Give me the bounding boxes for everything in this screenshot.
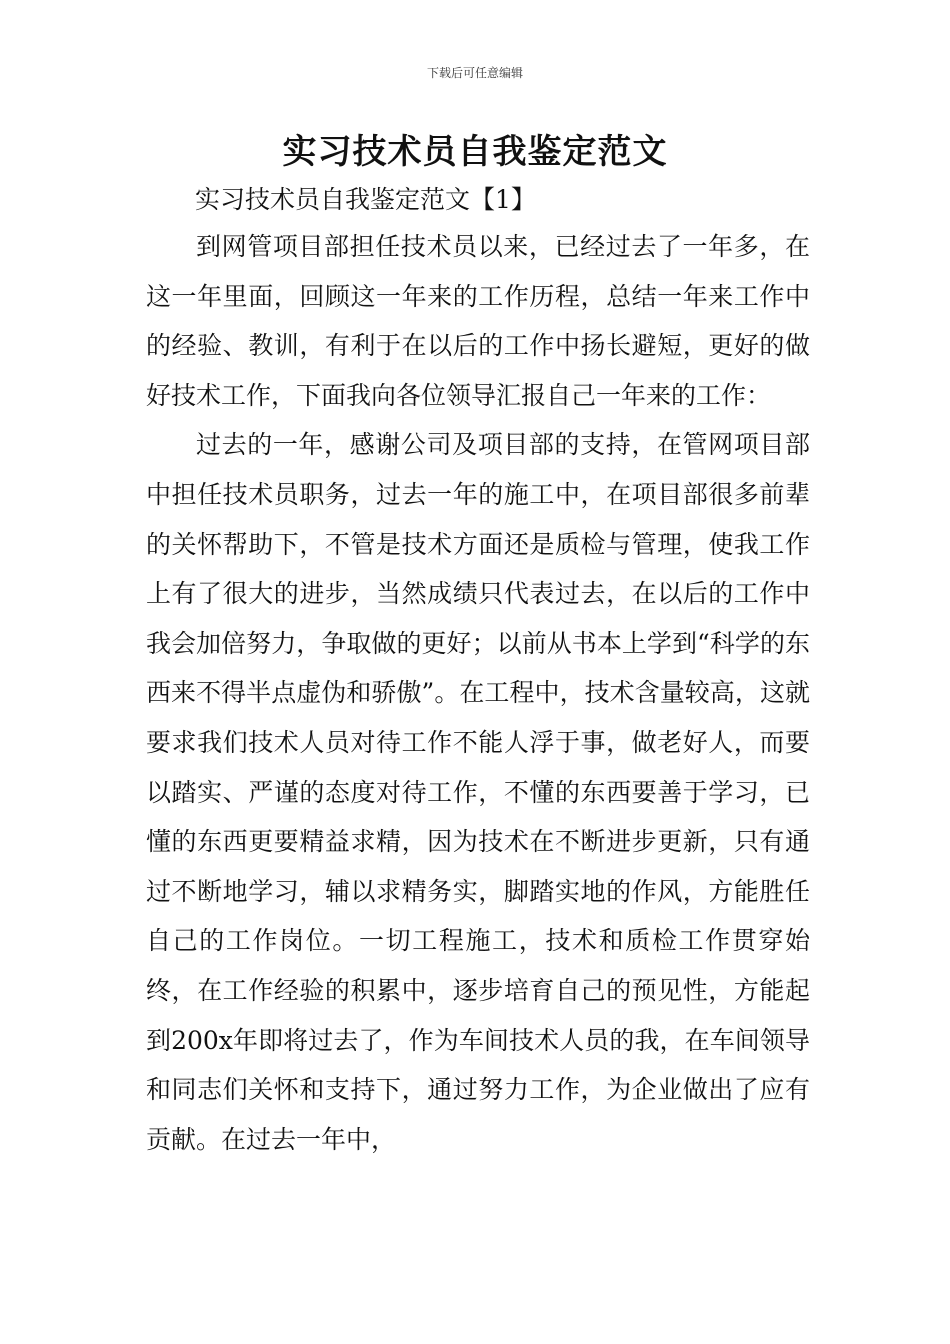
- paragraph-1: 到网管项目部担任技术员以来，已经过去了一年多，在这一年里面，回顾这一年来的工作历程，总结一年来工作中的经验、教训，有利于在以后的工作中扬长避短，更好的做好技术工作，下面我向各位领导汇报自己一年来的工作：: [146, 232, 810, 410]
- paragraph-2: 过去的一年，感谢公司及项目部的支持，在管网项目部中担任技术员职务，过去一年的施工中，在项目部很多前辈的关怀帮助下，不管是技术方面还是质检与管理，使我工作上有了很大的进步，当然成绩只代表过去，在以后的工作中我会加倍努力，争取做的更好；以前从书本上学到“科学的东西来不得半点虚伪和骄傲”。在工程中，技术含量较高，这就要求我们技术人员对待工作不能人浮于事，做老好人，而要以踏实、严谨的态度对待工作，不懂的东西要善于学习，已懂的东西更要精益求精，因为技术在不断进步更新，只有通过不断地学习，辅以求精务实，脚踏实地的作风，方能胜任自己的工作岗位。一切工程施工，技术和质检工作贯穿始终，在工作经验的积累中，逐步培育自己的预见性，方能起到200x年即将过去了，作为车间技术人员的我，在车间领导和同志们关怀和支持下，通过努力工作，为企业做出了应有贡献。在过去一年中，: [146, 430, 810, 1154]
- body-text: [146, 222, 810, 1164]
- document-title: 实习技术员自我鉴定范文: [282, 132, 668, 172]
- header-note: 下载后可任意编辑: [426, 66, 523, 80]
- section-heading: 实习技术员自我鉴定范文【1】: [195, 185, 536, 214]
